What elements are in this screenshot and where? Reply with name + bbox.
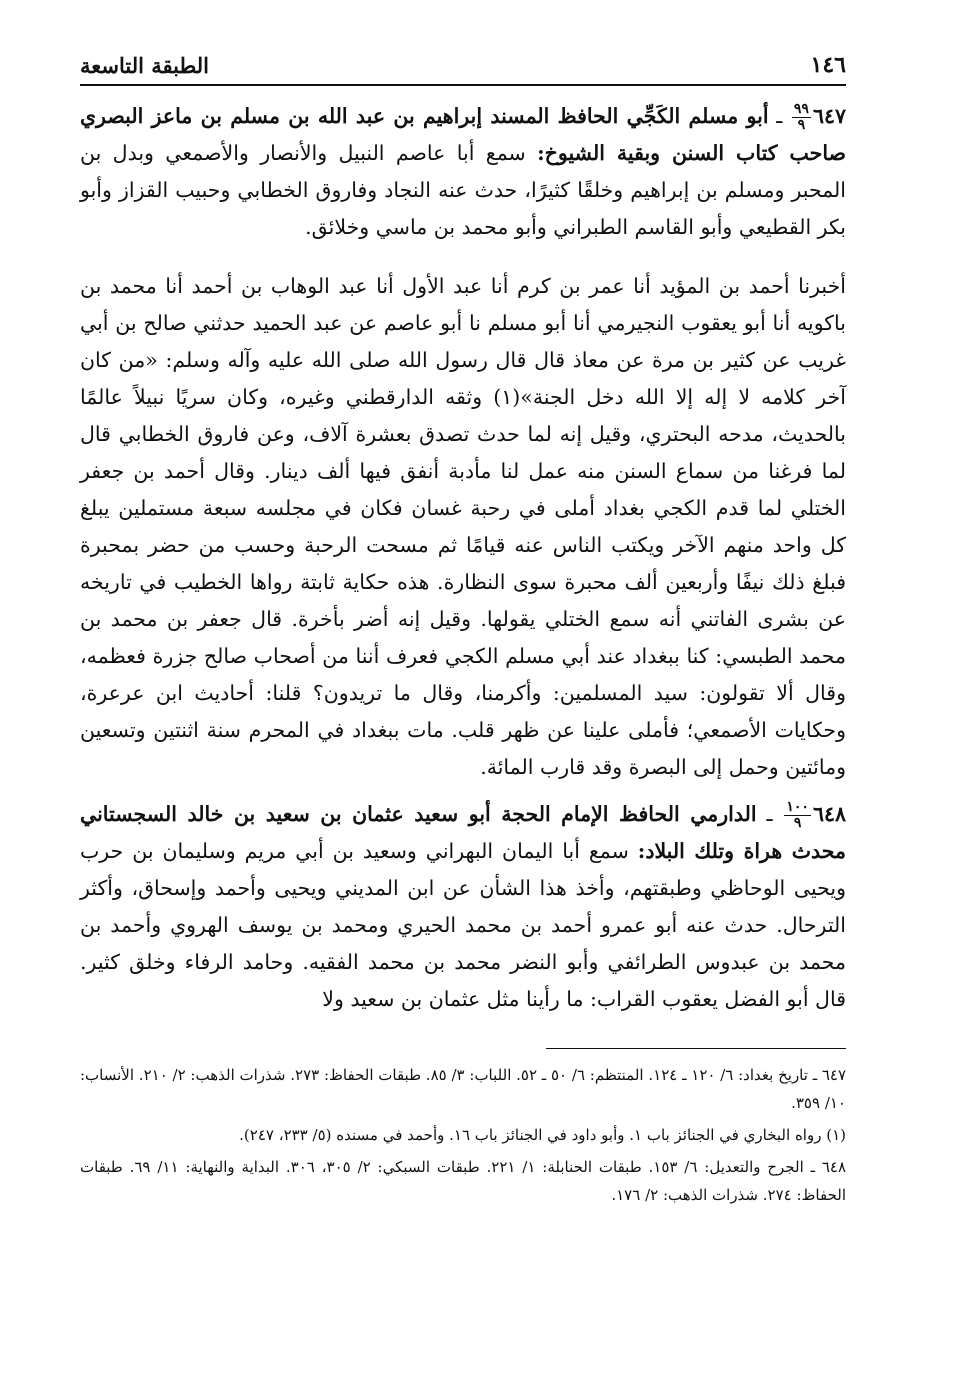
entry-number: ٦٤٧ — [812, 104, 846, 128]
entry-text: سمع أبا عاصم النبيل والأنصار والأصمعي وبدل بن المحبر ومسلم بن إبراهيم وخلقًا كثيرًا، حدث عنه النجاد وفاروق الخطابي وحبيب القزاز وأبو بكر القطيعي وأبو القاسم الطبراني وأبو محمد بن ماسي وخلائق. — [80, 141, 846, 239]
fraction-denominator: ٩ — [793, 815, 802, 831]
entry-text: سمع أبا اليمان البهراني وسعيد بن أبي مريم وسليمان بن حرب ويحيى الوحاظي وطبقتهم، وأخذ هذا الشأن عن ابن المديني ويحيى وأحمد وإسحاق، وأكثر الترحال. حدث عنه أبو عمرو أحمد بن محمد الحيري ومحمد بن يوسف الهروي وأحمد بن محمد بن عبدوس الطرائفي وأبو النضر محمد بن محمد الفقيه. وحامد الرفاء وخلق كثير. قال أبو الفضل يعقوب القراب: ما رأينا مثل عثمان بن سعيد ولا — [80, 839, 846, 1011]
tabaqa-fraction — [784, 800, 811, 831]
page-number: ١٤٦ — [810, 52, 846, 78]
footnotes — [80, 1061, 846, 1209]
fraction-denominator: ٩ — [797, 117, 806, 133]
tabaqa-fraction — [792, 102, 811, 133]
page-body — [80, 98, 846, 1018]
footnote-separator — [546, 1048, 846, 1049]
running-title: الطبقة التاسعة — [80, 53, 209, 78]
entry-heading: أبو مسلم الكَجِّي الحافظ المسند إبراهيم بن عبد الله بن مسلم بن ماعز البصري صاحب كتاب السنن وبقية الشيوخ: — [80, 104, 846, 165]
footnote-1: (١) رواه البخاري في الجنائز باب ١. وأبو داود في الجنائز باب ١٦. وأحمد في مسنده (٥/ ٢٣٣، ٢٤٧). — [239, 1126, 846, 1144]
entry-647-paragraph: أخبرنا أحمد بن المؤيد أنا عمر بن كرم أنا عبد الأول أنا عبد الوهاب بن أحمد أنا محمد بن باكويه أنا أبو يعقوب النجيرمي أنا أبو مسلم نا أبو عاصم عن عبد الحميد حدثني صالح بن أبي غريب عن كثير بن مرة عن معاذ قال قال رسول الله صلى الله عليه وآله وسلم: «من كان آخر كلامه لا إله إلا الله دخل الجنة»(١) وثقه الدارقطني وغيره، وكان سريًا نبيلاً عالمًا بالحديث، مدحه البحتري، وقيل إنه لما حدث تصدق بعشرة آلاف، وعن فاروق الخطابي قال لما فرغنا من سماع السنن منه عمل لنا مأدبة أنفق فيها ألف دينار. وقال أحمد بن جعفر الختلي لما قدم الكجي بغداد أملى في رحبة غسان فكان في مجلسه سبعة مستملين يبلغ كل واحد منهم الآخر ويكتب الناس عنه قيامًا ثم مسحت الرحبة وحسب من حضر بمحبرة فبلغ ذلك نيفًا وأربعين ألف محبرة سوى النظارة. هذه حكاية ثابتة رواها الخطيب في تاريخه عن بشرى الفاتني أنه سمع الختلي يقولها. وقيل إنه أضر بأخرة. قال جعفر بن محمد بن محمد الطبسي: كنا ببغداد عند أبي مسلم الكجي فعرف أننا من أصحاب صالح جزرة فعظمه، وقال ألا تقولون: سيد المسلمين: وأكرمنا، وقال ما تريدون؟ قلنا: أحاديث ابن عرعرة، وحكايات الأصمعي؛ فأملى علينا عن ظهر قلب. مات ببغداد في المحرم سنة اثنتين وتسعين ومائتين وحمل إلى البصرة وقد قارب المائة. — [80, 274, 846, 779]
footnote-647: ٦٤٧ ـ تاريخ بغداد: ٦/ ١٢٠ ـ ١٢٤. المنتظم: ٦/ ٥٠ ـ ٥٢. اللباب: ٣/ ٨٥. طبقات الحفاظ: ٢٧٣. شذرات الذهب: ٢/ ٢١٠. الأنساب: ١٠/ ٣٥٩. — [80, 1066, 847, 1112]
entry-heading: الدارمي الحافظ الإمام الحجة أبو سعيد عثمان بن سعيد بن خالد السجستاني محدث هراة وتلك البلاد: — [80, 802, 846, 863]
entry-number: ٦٤٨ — [812, 802, 846, 826]
page-header — [80, 42, 846, 86]
footnote-648: ٦٤٨ ـ الجرح والتعديل: ٦/ ١٥٣. طبقات الحنابلة: ١/ ٢٢١. طبقات السبكي: ٢/ ٣٠٥، ٣٠٦. البداية والنهاية: ١١/ ٦٩. طبقات الحفاظ: ٢٧٤. شذرات الذهب: ٢/ ١٧٦. — [80, 1158, 847, 1204]
fraction-numerator: ١٠٠ — [786, 799, 809, 815]
fraction-numerator: ٩٩ — [793, 101, 809, 117]
entry-648: ٦٤٨ $\frac{١٠٠}{٩}$ ـ الدارمي الحافظ الإمام الحجة أبو سعيد عثمان بن سعيد بن خالد السجستاني محدث هراة وتلك البلاد: سمع أبا اليمان البهراني وسعيد بن أبي مريم وسليمان بن حرب ويحيى الوحاظي وطبقتهم، وأخذ هذا الشأن عن ابن المديني ويحيى وأحمد وإسحاق، وأكثر الترحال. حدث عنه أبو عمرو أحمد بن محمد الحيري ومحمد بن يوسف الهروي وأحمد بن محمد بن عبدوس الطرائفي وأبو النضر محمد بن محمد الفقيه. وحامد الرفاء وخلق كثير. قال أبو الفضل يعقوب القراب: ما رأينا مثل عثمان بن سعيد ولا — [80, 799, 846, 1011]
entry-647: ٦٤٧ $\frac{٩٩}{٩}$ ـ أبو مسلم الكَجِّي الحافظ المسند إبراهيم بن عبد الله بن مسلم بن ماعز البصري صاحب كتاب السنن وبقية الشيوخ: سمع أبا عاصم النبيل والأنصار والأصمعي وبدل بن المحبر ومسلم بن إبراهيم وخلقًا كثيرًا، حدث عنه النجاد وفاروق الخطابي وحبيب القزاز وأبو بكر القطيعي وأبو القاسم الطبراني وأبو محمد بن ماسي وخلائق. — [80, 101, 846, 239]
